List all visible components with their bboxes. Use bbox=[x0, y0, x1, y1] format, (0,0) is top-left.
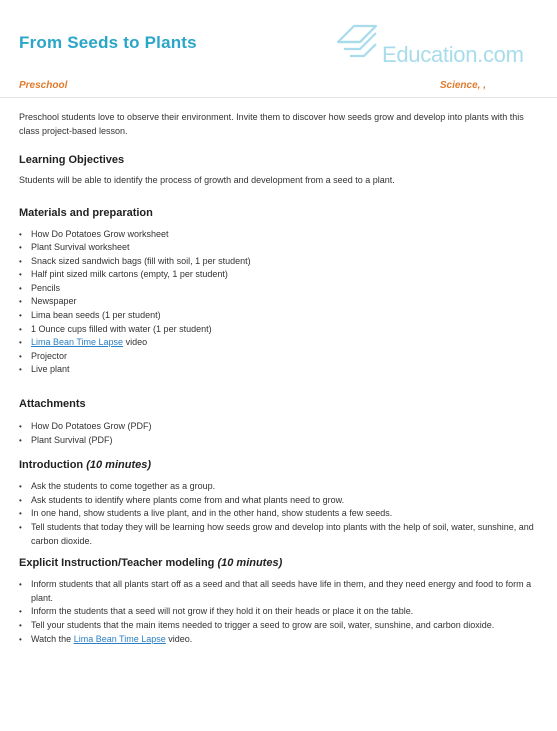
list-item: • Lima bean seeds (1 per student) bbox=[31, 309, 289, 323]
list-item bbox=[31, 633, 541, 647]
introduction-heading bbox=[19, 459, 541, 471]
list-item: • Snack sized sandwich bags (fill with soil, 1 per student) bbox=[31, 255, 289, 269]
list-item: • Tell students that today they will be learning how seeds grow and develop into plants with the help of soil, water, sunshine, and carbon dioxide. bbox=[31, 521, 541, 548]
page-header bbox=[0, 0, 557, 72]
explicit-duration: (10 minutes) bbox=[217, 557, 283, 570]
lima-bean-video-link[interactable]: Lima Bean Time Lapse bbox=[31, 337, 124, 348]
watch-suffix: video. bbox=[165, 633, 193, 644]
logo-text: Education.com bbox=[382, 42, 524, 67]
explicit-list bbox=[19, 578, 541, 646]
list-item: • Ask students to identify where plants come from and what plants need to grow. bbox=[31, 494, 541, 508]
attachments-heading: Attachments bbox=[19, 398, 86, 411]
list-item: • Pencils bbox=[31, 282, 289, 296]
explicit-heading-text: Explicit Instruction/Teacher modeling bbox=[19, 557, 215, 570]
introduction-heading-text: Introduction bbox=[19, 459, 84, 472]
list-item bbox=[31, 336, 289, 350]
list-item: • In one hand, show students a live plant, and in the other hand, show students a few seeds. bbox=[31, 507, 541, 521]
list-item: • Newspaper bbox=[31, 295, 289, 309]
lima-bean-video-link-2[interactable]: Lima Bean Time Lapse bbox=[73, 633, 166, 644]
objectives-heading: Learning Objectives bbox=[19, 154, 125, 166]
page-title: From Seeds to Plants bbox=[19, 33, 197, 52]
education-com-logo-icon bbox=[334, 22, 380, 62]
list-item: • 1 Ounce cups filled with water (1 per student) bbox=[31, 323, 289, 337]
meta-bar bbox=[0, 72, 557, 98]
list-item: • Ask the students to come together as a group. bbox=[31, 480, 541, 494]
materials-heading: Materials and preparation bbox=[19, 206, 153, 219]
attachments-list bbox=[19, 420, 541, 447]
attachment-item[interactable]: • Plant Survival (PDF) bbox=[31, 434, 541, 448]
video-suffix: video bbox=[123, 337, 148, 348]
introduction-list bbox=[19, 480, 541, 548]
list-item: • Inform students that all plants start off as a seed and that all seeds have life in them, and they need energy and food to form a plant. bbox=[31, 578, 541, 605]
explicit-heading bbox=[19, 557, 541, 569]
list-item: • Tell your students that the main items needed to trigger a seed to grow are soil, water, sunshine, and carbon dioxide. bbox=[31, 619, 541, 633]
objectives-text: Students will be able to identify the process of growth and development from a seed to a plant. bbox=[19, 175, 395, 185]
list-item: • Live plant bbox=[31, 363, 289, 377]
introduction-duration: (10 minutes) bbox=[86, 459, 152, 472]
materials-list bbox=[19, 228, 289, 378]
intro-paragraph: Preschool students love to observe their environment. Invite them to discover how seeds grow and develop into plants with this class project-based lesson. bbox=[19, 112, 524, 136]
list-item: • Plant Survival worksheet bbox=[31, 241, 289, 255]
lesson-content bbox=[19, 111, 541, 646]
education-com-logo[interactable] bbox=[334, 22, 544, 68]
list-item: • Inform the students that a seed will not grow if they hold it on their heads or place it on the table. bbox=[31, 605, 541, 619]
watch-prefix: Watch the bbox=[31, 633, 74, 644]
list-item: • How Do Potatoes Grow worksheet bbox=[31, 228, 289, 242]
list-item: • Projector bbox=[31, 350, 289, 364]
subject-label: Science, , bbox=[439, 80, 486, 91]
list-item: • Half pint sized milk cartons (empty, 1 per student) bbox=[31, 268, 289, 282]
attachment-item[interactable]: • How Do Potatoes Grow (PDF) bbox=[31, 420, 541, 434]
grade-label: Preschool bbox=[19, 80, 68, 91]
